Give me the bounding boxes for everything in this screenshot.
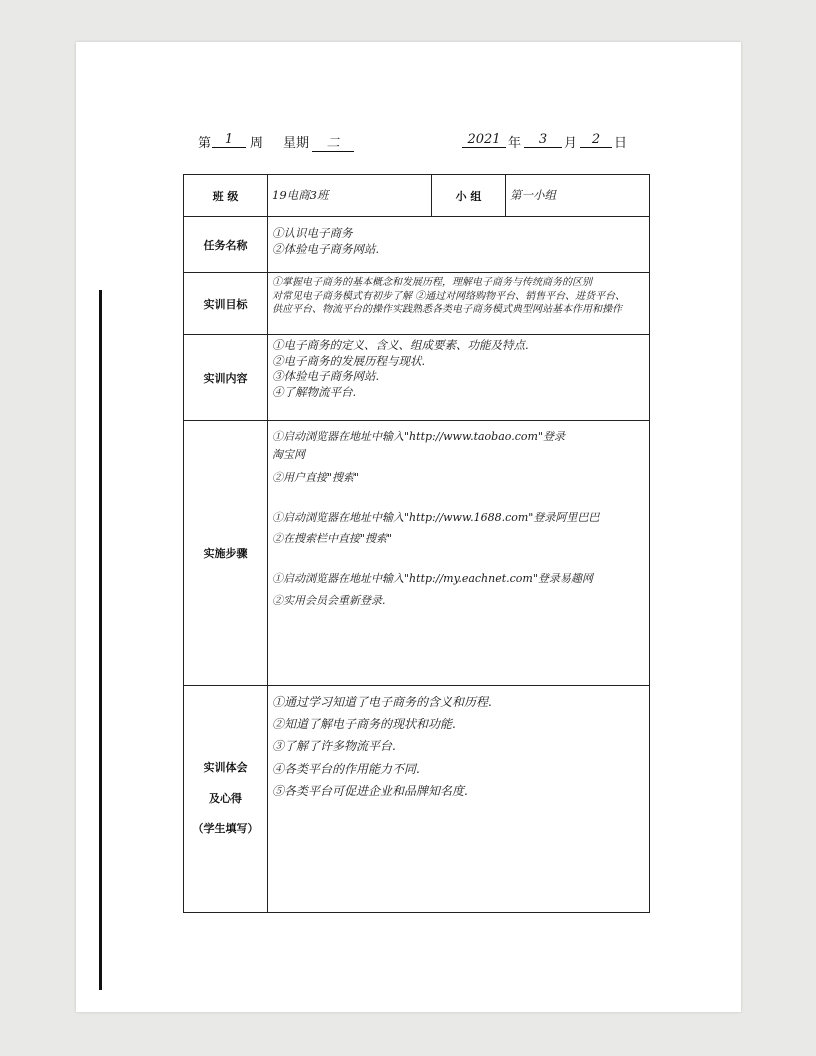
steps-line: 淘宝网 <box>272 447 305 461</box>
week-value: 1 <box>212 132 246 148</box>
date-header <box>0 132 816 156</box>
class-value: 19电商3班 <box>268 175 432 217</box>
steps-spacer <box>272 548 645 570</box>
reflection-line: ③了解了许多物流平台. <box>272 739 396 754</box>
reflection-label <box>184 686 268 913</box>
steps-line: ①启动浏览器在地址中输入"http://www.taobao.com"登录 <box>272 430 565 443</box>
class-label: 班 级 <box>184 175 268 217</box>
reflection-line: ④各类平台的作用能力不同. <box>272 761 420 776</box>
day-label: 日 <box>614 136 628 151</box>
reflection-label-line-1: 实训体会 <box>203 760 248 774</box>
group-value: 第一小组 <box>506 175 650 217</box>
day-value: 2 <box>580 132 612 148</box>
reflection-label-line-2: 及心得 <box>209 791 242 805</box>
steps-row <box>184 421 650 686</box>
reflection-line: ①通过学习知道了电子商务的含义和历程. <box>272 695 492 709</box>
steps-line: ②在搜索栏中直接"搜索" <box>272 532 393 546</box>
content-label: 实训内容 <box>184 335 268 421</box>
month-value: 3 <box>524 132 562 148</box>
steps-content <box>268 421 650 686</box>
task-content <box>268 217 650 273</box>
week-prefix: 第 <box>198 136 212 151</box>
goal-line: ①掌握电子商务的基本概念和发展历程，理解电子商务与传统商务的区别 <box>272 277 592 288</box>
weekday-value: 二 <box>312 132 354 152</box>
content-row <box>184 335 650 421</box>
task-line: ①认识电子商务 <box>272 226 353 240</box>
steps-line: ①启动浏览器在地址中输入"http://www.1688.com"登录阿里巴巴 <box>272 510 600 524</box>
weekday-label: 星期 <box>283 136 310 151</box>
task-label: 任务名称 <box>184 217 268 273</box>
reflection-line: ⑤各类平台可促进企业和品牌知名度. <box>272 783 468 798</box>
content-line: ①电子商务的定义、含义、组成要素、功能及特点. <box>272 338 529 352</box>
reflection-row <box>184 686 650 913</box>
reflection-content <box>268 686 650 913</box>
month-label: 月 <box>564 136 578 151</box>
steps-spacer <box>272 487 645 509</box>
goal-label: 实训目标 <box>184 273 268 335</box>
steps-line: ①启动浏览器在地址中输入"http://my.eachnet.com"登录易趣网 <box>272 571 593 585</box>
class-row <box>184 175 650 217</box>
content-content <box>268 335 650 421</box>
content-line: ②电子商务的发展历程与现状. <box>272 353 426 368</box>
task-line: ②体验电子商务网站. <box>272 241 380 256</box>
year-value: 2021 <box>462 132 506 148</box>
binding-margin-line <box>99 290 102 990</box>
training-record-form <box>183 174 650 913</box>
year-label: 年 <box>508 136 522 151</box>
steps-label: 实施步骤 <box>184 421 268 686</box>
reflection-line: ②知道了解电子商务的现状和功能. <box>272 717 456 732</box>
content-line: ③体验电子商务网站. <box>272 369 380 384</box>
group-label: 小 组 <box>432 175 506 217</box>
goal-content <box>268 273 650 335</box>
task-row <box>184 217 650 273</box>
steps-line: ②用户直接"搜索" <box>272 471 360 485</box>
reflection-label-line-3: （学生填写） <box>192 822 259 836</box>
goal-line: 供应平台、物流平台的操作实践熟悉各类电子商务模式典型网站基本作用和操作 <box>272 304 622 315</box>
week-suffix: 周 <box>250 136 264 151</box>
content-line: ④了解物流平台. <box>272 384 357 399</box>
goal-line: 对常见电子商务模式有初步了解 ②通过对网络购物平台、销售平台、进货平台、 <box>272 290 626 302</box>
steps-line: ②实用会员会重新登录. <box>272 593 386 607</box>
goal-row <box>184 273 650 335</box>
